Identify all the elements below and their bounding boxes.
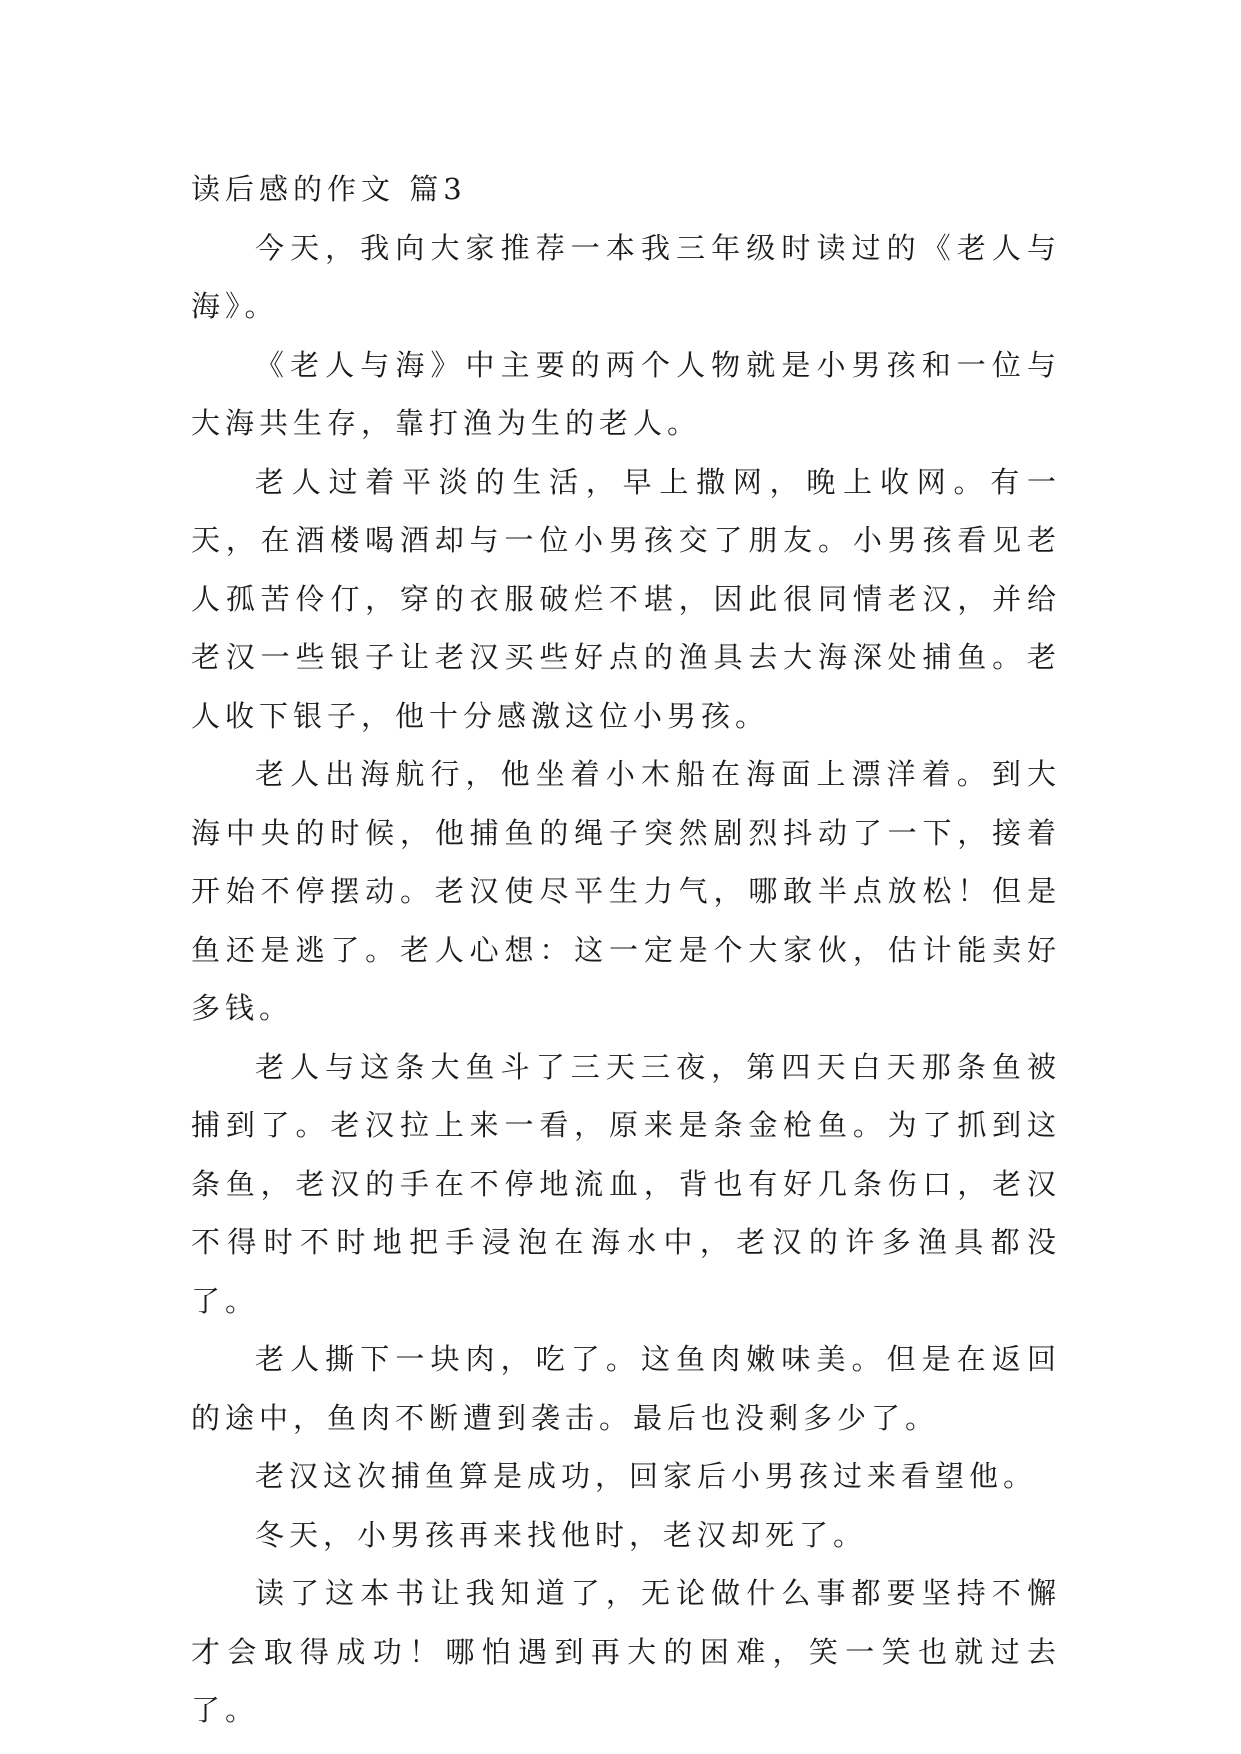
paragraph-2: 《老人与海》中主要的两个人物就是小男孩和一位与大海共生存，靠打渔为生的老人。 [191, 347, 1061, 440]
document-page [191, 160, 1061, 1740]
document-title: 读后感的作文 篇3 [191, 172, 467, 206]
paragraph-6: 老人撕下一块肉，吃了。这鱼肉嫩味美。但是在返回的途中，鱼肉不断遭到袭击。最后也没剩多少了。 [191, 1342, 1061, 1435]
paragraph-1: 今天，我向大家推荐一本我三年级时读过的《老人与海》。 [191, 230, 1061, 323]
paragraph-5: 老人与这条大鱼斗了三天三夜，第四天白天那条鱼被捕到了。老汉拉上来一看，原来是条金枪鱼。为了抓到这条鱼，老汉的手在不停地流血，背也有好几条伤口，老汉不得时不时地把手浸泡在海水中，老汉的许多渔具都没了。 [191, 1049, 1061, 1318]
paragraph-7: 老汉这次捕鱼算是成功，回家后小男孩过来看望他。 [255, 1459, 1038, 1493]
paragraph-3: 老人过着平淡的生活，早上撒网，晚上收网。有一天，在酒楼喝酒却与一位小男孩交了朋友。小男孩看见老人孤苦伶仃，穿的衣服破烂不堪，因此很同情老汉，并给老汉一些银子让老汉买些好点的渔具去大海深处捕鱼。老人收下银子，他十分感激这位小男孩。 [191, 464, 1061, 733]
paragraph-4: 老人出海航行，他坐着小木船在海面上漂洋着。到大海中央的时候，他捕鱼的绳子突然剧烈抖动了一下，接着开始不停摆动。老汉使尽平生力气，哪敢半点放松！但是鱼还是逃了。老人心想：这一定是个大家伙，估计能卖好多钱。 [191, 757, 1061, 1025]
paragraph-8: 冬天，小男孩再来找他时，老汉却死了。 [255, 1517, 868, 1552]
paragraph-9: 读了这本书让我知道了，无论做什么事都要坚持不懈才会取得成功！哪怕遇到再大的困难，笑一笑也就过去了。 [191, 1576, 1061, 1727]
